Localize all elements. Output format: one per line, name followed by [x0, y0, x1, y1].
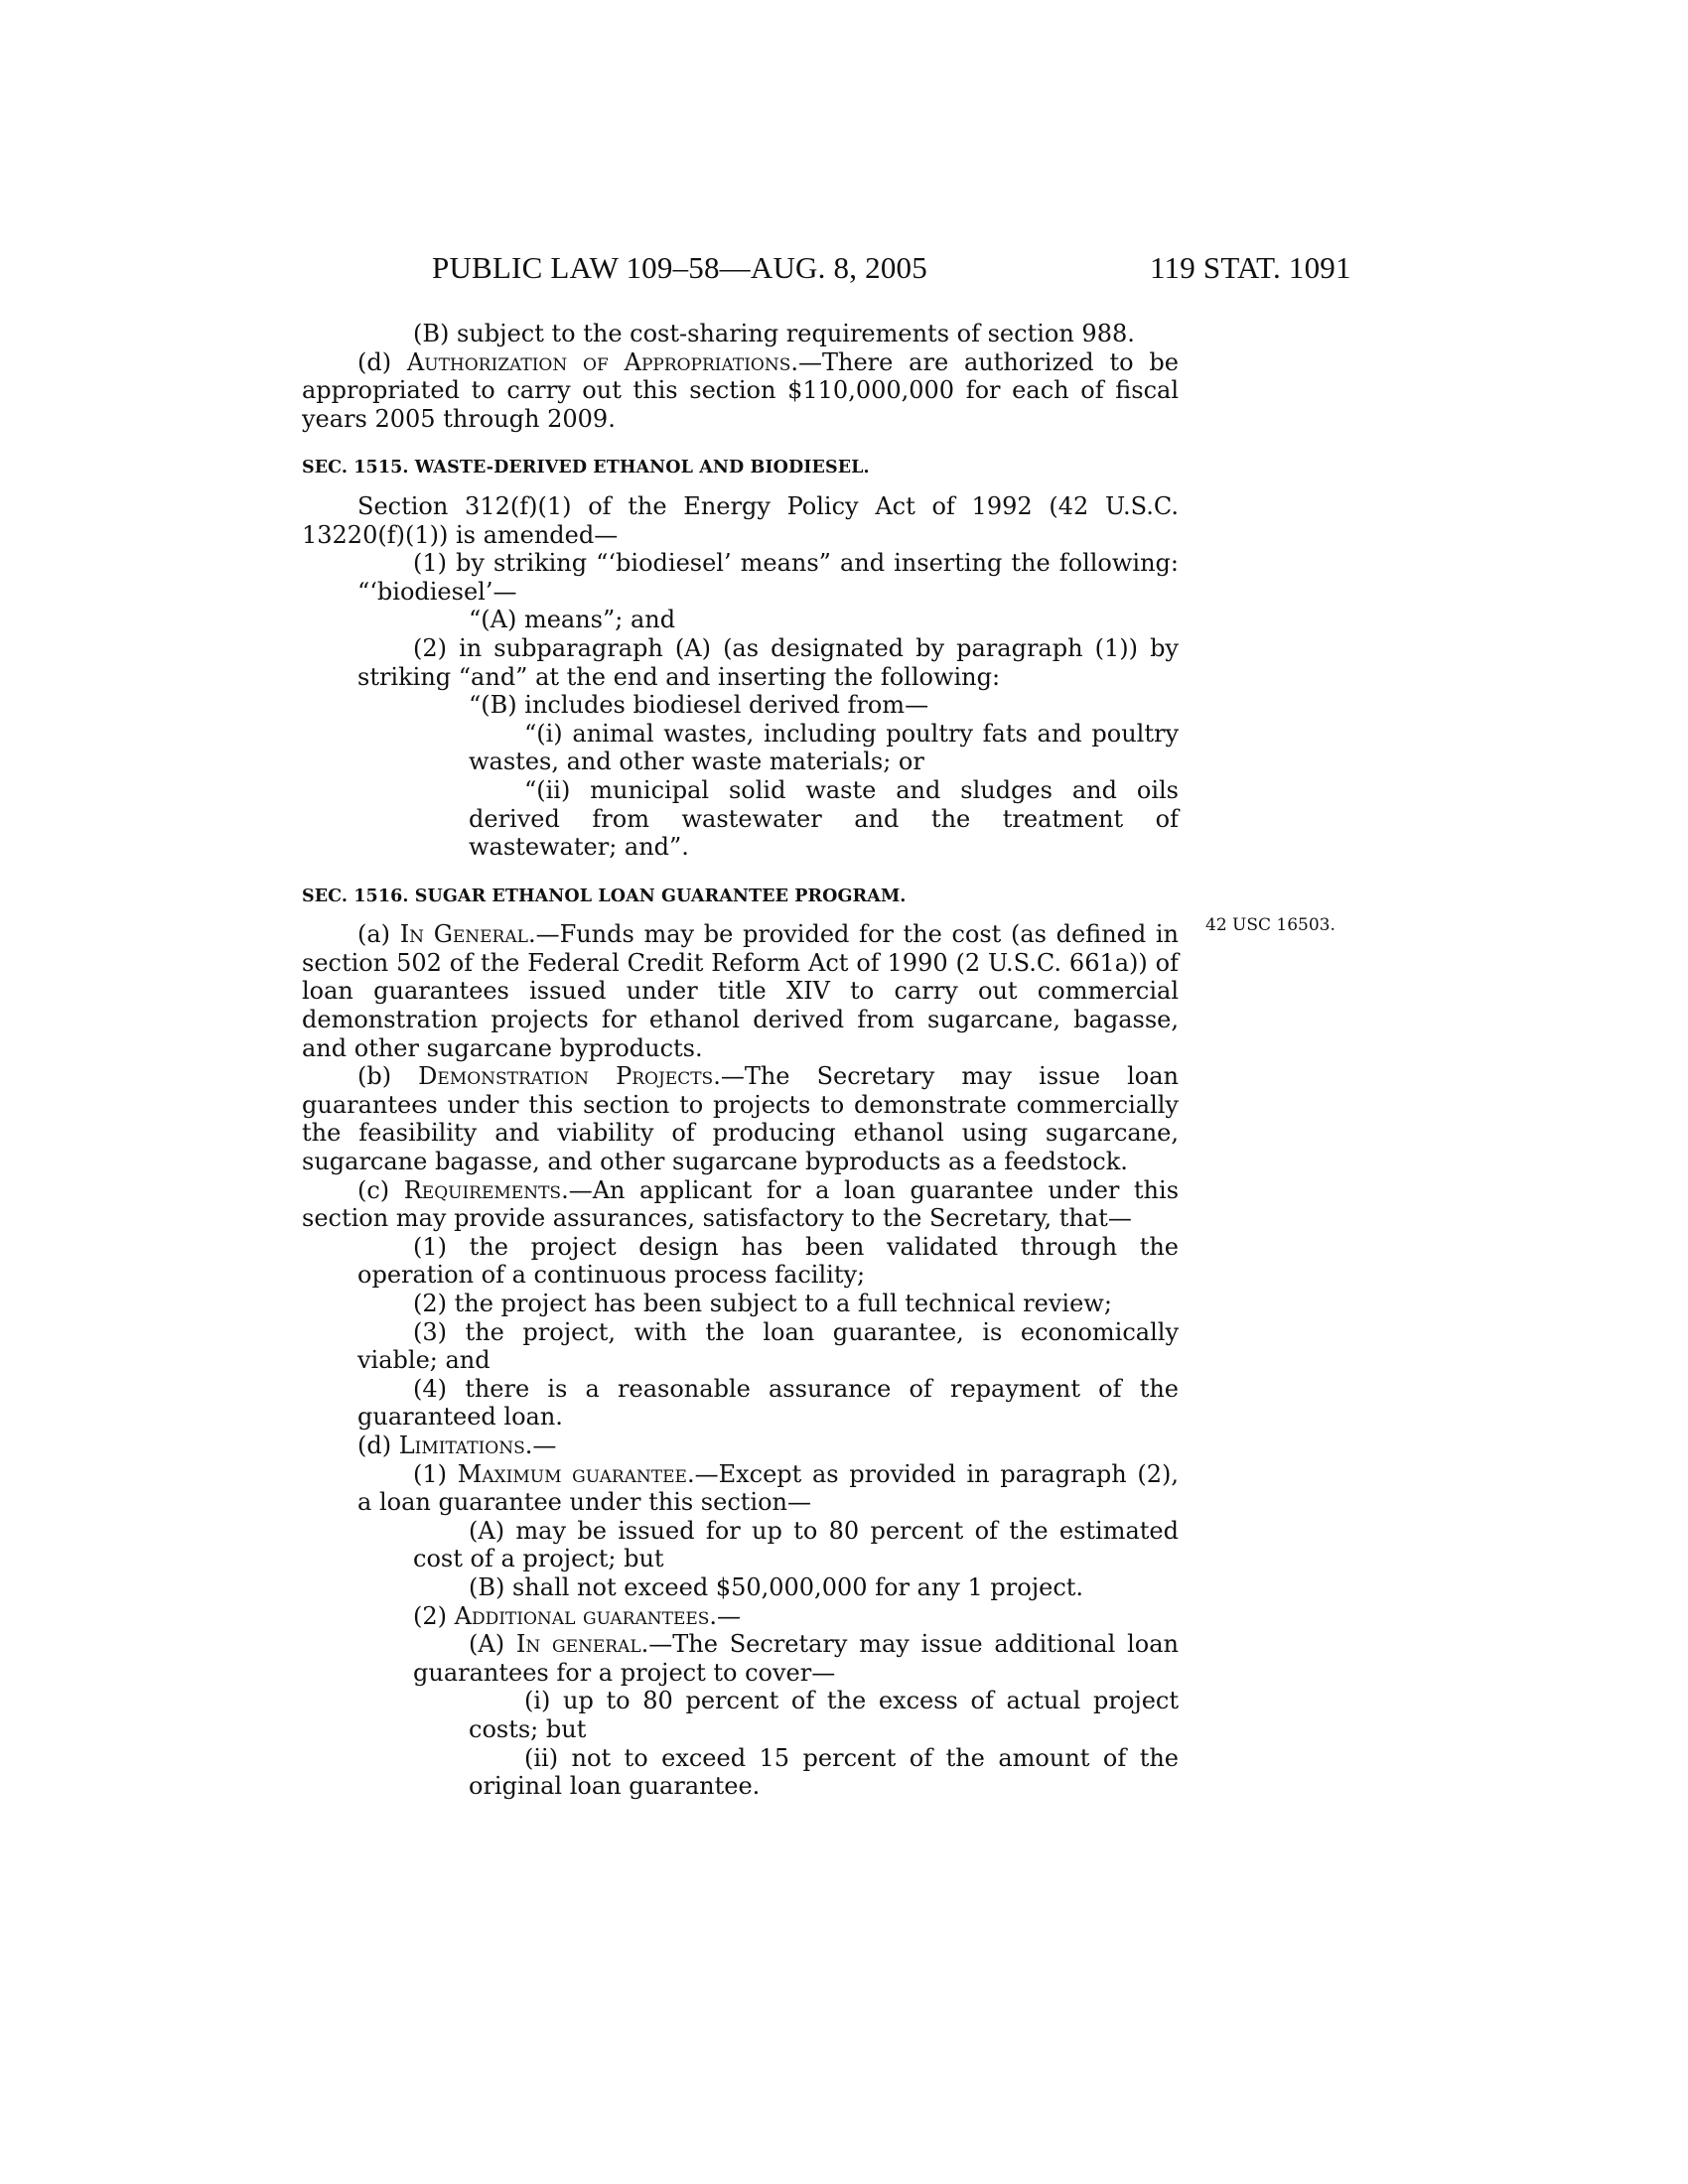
- paragraph: [302, 549, 1179, 606]
- paragraph-text: .—There are authorized to be appropriated to carry out this section $110,000,000 for each of fiscal years 2005 through 2009.: [302, 347, 1179, 433]
- paragraph: [302, 1517, 1179, 1573]
- paragraph: [302, 1375, 1179, 1432]
- paragraph-designator: (d): [357, 1431, 399, 1459]
- paragraph-designator: (b): [357, 1062, 419, 1091]
- paragraph-caption: Authorization of Appropriations: [406, 347, 791, 376]
- document-body: [302, 320, 1179, 1801]
- paragraph: [302, 720, 1179, 776]
- paragraph-text: .—The Secretary may issue additional loan guarantees for a project to cover—: [413, 1630, 1179, 1687]
- paragraph-text: (4) there is a reasonable assurance of repayment of the guaranteed loan.: [357, 1374, 1179, 1432]
- paragraph-caption: Maximum guarantee: [457, 1459, 687, 1488]
- paragraph: [302, 1687, 1179, 1743]
- paragraph-text: (1) the project design has been validated through the operation of a continuous process facility;: [357, 1232, 1179, 1290]
- paragraph-text: .—: [524, 1431, 557, 1459]
- paragraph-text: .—The Secretary may issue loan guarantees under this section to projects to demonstrate commercially the feasibility and viability of producing ethanol using sugarcane, sugarcane bagasse, and other sugarcane byproducts as a feedstock.: [302, 1062, 1179, 1176]
- paragraph: [302, 1318, 1179, 1375]
- paragraph-text: .—Funds may be provided for the cost (as defined in section 502 of the Federal Credit Reform Act of 1990 (2 U.S.C. 661a)) of loan guarantees issued under title XIV to carry out commercial demonstration projects for ethanol derived from sugarcane, bagasse, and other sugarcane byproducts.: [302, 920, 1179, 1062]
- paragraph-text: “(A) means”; and: [469, 606, 676, 634]
- paragraph-text: (2) the project has been subject to a full technical review;: [413, 1290, 1112, 1317]
- section-heading: [302, 883, 1179, 911]
- paragraph: [302, 1290, 1179, 1318]
- paragraph-designator: (A): [469, 1630, 516, 1659]
- paragraph-designator: (a): [357, 920, 400, 949]
- paragraph: [302, 634, 1179, 691]
- margin-citation-note: 42 USC 16503.: [1205, 915, 1336, 935]
- section-heading-text: SEC. 1516. SUGAR ETHANOL LOAN GUARANTEE PROGRAM.: [302, 886, 907, 906]
- paragraph-designator: (2): [413, 1601, 455, 1630]
- paragraph: [302, 1432, 1179, 1460]
- running-header-stat-page: 119 STAT. 1091: [1150, 250, 1351, 285]
- paragraph-text: (ii) not to exceed 15 percent of the amount of the original loan guarantee.: [469, 1743, 1179, 1801]
- paragraph-text: .—: [709, 1601, 742, 1630]
- paragraph-caption: In general: [515, 1630, 641, 1659]
- paragraph: [302, 1062, 1179, 1175]
- paragraph: [302, 1744, 1179, 1801]
- paragraph-designator: (d): [357, 347, 407, 376]
- paragraph: [302, 920, 1179, 1062]
- paragraph: [302, 1460, 1179, 1517]
- paragraph-text: “(i) animal wastes, including poultry fats and poultry wastes, and other waste materials; or: [469, 719, 1179, 776]
- paragraph-caption: Demonstration Projects: [418, 1062, 714, 1091]
- paragraph-text: .—An applicant for a loan guarantee under this section may provide assurances, satisfactory to the Secretary, that—: [302, 1175, 1180, 1233]
- paragraph-text: .—Except as provided in paragraph (2), a loan guarantee under this section—: [357, 1459, 1180, 1517]
- paragraph: [302, 691, 1179, 720]
- paragraph: [302, 776, 1179, 862]
- paragraph-text: Section 312(f)(1) of the Energy Policy Act of 1992 (42 U.S.C. 13220(f)(1)) is amended—: [302, 491, 1179, 549]
- paragraph: [302, 1176, 1179, 1233]
- paragraph-text: (i) up to 80 percent of the excess of actual project costs; but: [469, 1687, 1179, 1743]
- paragraph-caption: Requirements: [403, 1175, 562, 1204]
- paragraph: [302, 1630, 1179, 1687]
- paragraph: [302, 348, 1179, 434]
- section-heading-text: SEC. 1515. WASTE-DERIVED ETHANOL AND BIODIESEL.: [302, 458, 870, 478]
- paragraph-caption: Additional guarantees: [454, 1601, 710, 1630]
- paragraph-text: (3) the project, with the loan guarantee, is economically viable; and: [357, 1317, 1179, 1375]
- paragraph: [302, 492, 1179, 549]
- paragraph-text: (B) subject to the cost-sharing requirements of section 988.: [413, 320, 1135, 347]
- paragraph-text: “(B) includes biodiesel derived from—: [469, 691, 929, 720]
- paragraph-designator: (1): [413, 1459, 458, 1488]
- paragraph-designator: (c): [357, 1175, 404, 1204]
- paragraph-caption: Limitations: [398, 1431, 525, 1459]
- paragraph: [302, 1573, 1179, 1602]
- paragraph: [302, 1233, 1179, 1290]
- paragraph-text: “(ii) municipal solid waste and sludges and oils derived from wastewater and the treatment of wastewater; and”.: [469, 775, 1179, 862]
- paragraph: [302, 606, 1179, 634]
- section-heading: [302, 454, 1179, 482]
- paragraph-text: (1) by striking “‘biodiesel’ means” and inserting the following: “‘biodiesel’—: [357, 549, 1179, 606]
- paragraph-text: (A) may be issued for up to 80 percent of the estimated cost of a project; but: [413, 1516, 1179, 1573]
- paragraph-caption: In General: [399, 920, 528, 949]
- running-header-title: PUBLIC LAW 109–58—AUG. 8, 2005: [432, 250, 927, 285]
- paragraph-text: (2) in subparagraph (A) (as designated by paragraph (1)) by striking “and” at the end and inserting the following:: [357, 633, 1179, 691]
- paragraph: [302, 320, 1179, 348]
- paragraph-text: (B) shall not exceed $50,000,000 for any 1 project.: [469, 1572, 1084, 1601]
- paragraph: [302, 1602, 1179, 1631]
